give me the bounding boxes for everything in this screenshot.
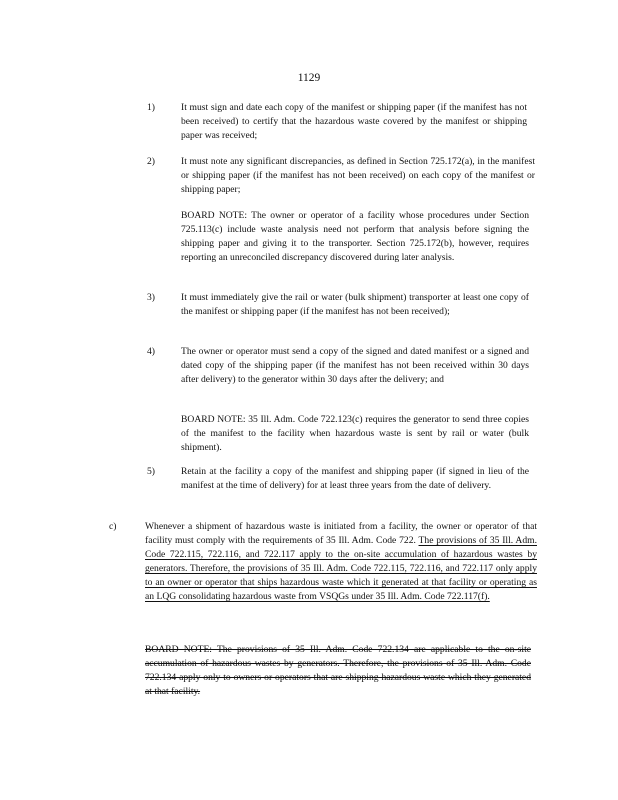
page-number: 1129: [297, 72, 321, 84]
item-text: It must immediately give the rail or water (bulk shipment) transporter at least one copy of the manifest or shipping paper (if the manifest has not been received);: [181, 292, 529, 317]
item-marker: 4): [147, 346, 155, 357]
section-c-plain-text: Whenever a shipment of hazardous waste is initiated from a facility, the owner or operator of that facility must comply with the requirements of 35 Ill. Adm. Code 722.: [145, 521, 537, 546]
item-marker: 2): [147, 156, 155, 167]
item-marker: 1): [147, 102, 155, 113]
item-text: Retain at the facility a copy of the manifest and shipping paper (if signed in lieu of the manifest at the time of delivery) for at least three years from the date of delivery.: [181, 466, 529, 491]
inserted-text: The provisions of 35 Ill. Adm. Code 722.115, 722.116, and 722.117 apply to the on-site accumulation of hazardous wastes by generators. Therefore, the provisions of 35 Ill. Adm. Code 722.115, 722.116, and 722.117 only apply to an owner or operator that ships hazardous waste which it generated at that facility or operating as an LQG consolidating hazardous waste from VSQGs under 35 Ill. Adm. Code 722.117(f).: [145, 535, 537, 602]
deleted-board-note: BOARD NOTE: The provisions of 35 Ill. Adm. Code 722.134 are applicable to the on-site accumulation of hazardous wastes by generators. Therefore, the provisions of 35 Ill. Adm. Code 722.134 apply only to owners or operators that are shipping hazardous waste which they generated at that facility.: [145, 644, 531, 697]
item-text: It must note any significant discrepancies, as defined in Section 725.172(a), in the manifest or shipping paper (if the manifest has not been received) on each copy of the manifest or shipping paper;: [181, 156, 535, 195]
item-text: The owner or operator must send a copy of the signed and dated manifest or a signed and dated copy of the shipping paper (if the manifest has not been received within 30 days after delivery) to the generator within 30 days after the delivery; and: [181, 346, 529, 385]
section-marker: c): [109, 521, 117, 532]
item-marker: 5): [147, 466, 155, 477]
board-note: BOARD NOTE: The owner or operator of a facility whose procedures under Section 725.113(c) include waste analysis need not perform that analysis before signing the shipping paper and giving it to the transporter. Section 725.172(b), however, requires reporting an unreconciled discrepancy discovered during later analysis.: [181, 210, 529, 263]
board-note: BOARD NOTE: 35 Ill. Adm. Code 722.123(c) requires the generator to send three copies of the manifest to the facility when hazardous waste is sent by rail or water (bulk shipment).: [181, 414, 529, 453]
item-text: It must sign and date each copy of the manifest or shipping paper (if the manifest has not been received) to certify that the hazardous waste covered by the manifest or shipping paper was received;: [181, 102, 527, 141]
section-c-text: [145, 520, 537, 604]
item-marker: 3): [147, 292, 155, 303]
